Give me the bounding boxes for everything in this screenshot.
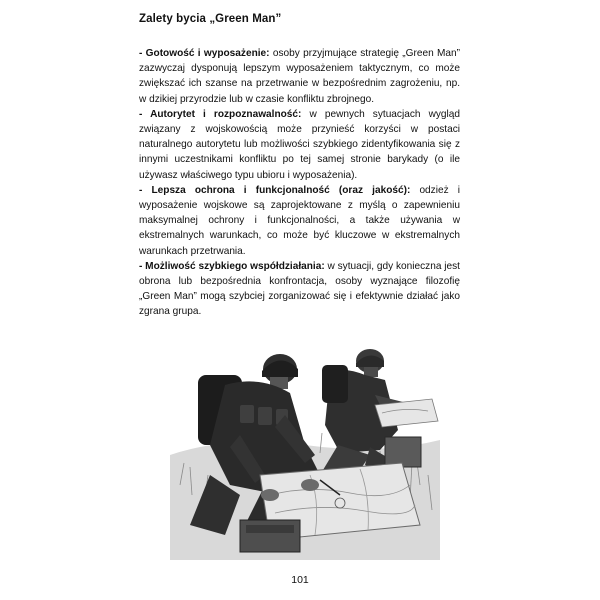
paragraph-readiness (139, 46, 460, 107)
paragraph-lead: - Gotowość i wyposażenie: (139, 48, 270, 59)
page-title: Zalety bycia „Green Man” (139, 13, 282, 25)
paragraph-text: w pewnych sytuacjach wygląd związany z wojskowością może przynieść korzyści w postaci naturalnego autorytetu lub możliwości szybkiego zidentyfikowania się z innymi uczestnikami konfliktu po tej samej stronie barykady (o ile używasz właściwego typu ubioru i wyposażenia). (139, 108, 460, 181)
paragraph-authority (139, 107, 460, 183)
page-number: 101 (291, 574, 309, 586)
paragraph-text: w sytuacji, gdy konieczna jest obrona lub bezpośrednia konfrontacja, osoby wyznające filozofię „Green Man” mogą szybciej zorganizować się i efektywnie działać jako zgrana grupa. (139, 260, 460, 318)
paragraph-cooperation (139, 259, 460, 320)
body-text (139, 46, 460, 320)
paragraph-text: odzież i wyposażenie wojskowe są zaprojektowane z myślą o zapewnieniu maksymalnej ochrony i funkcjonalności, a także używania w ekstremalnych warunkach, co może być kluczowe w ekstremalnych warunkach przetrwania. (139, 184, 461, 257)
paragraph-lead: - Możliwość szybkiego współdziałania: (139, 260, 325, 272)
paragraph-lead: - Autorytet i rozpoznawalność: (139, 108, 302, 120)
paragraph-protection (139, 183, 460, 259)
paragraph-text: osoby przyjmujące strategię „Green Man” zazwyczaj dysponują lepszym wyposażeniem taktycznym, co może zwiększać ich szanse na przetrwanie w bezpośrednim zagrożeniu, np. w dzikiej przyrodzie lub w czasie konfliktu zbrojnego. (139, 48, 461, 105)
soldiers-map-illustration (170, 335, 440, 560)
paragraph-lead: - Lepsza ochrona i funkcjonalność (oraz jakość): (139, 184, 411, 196)
